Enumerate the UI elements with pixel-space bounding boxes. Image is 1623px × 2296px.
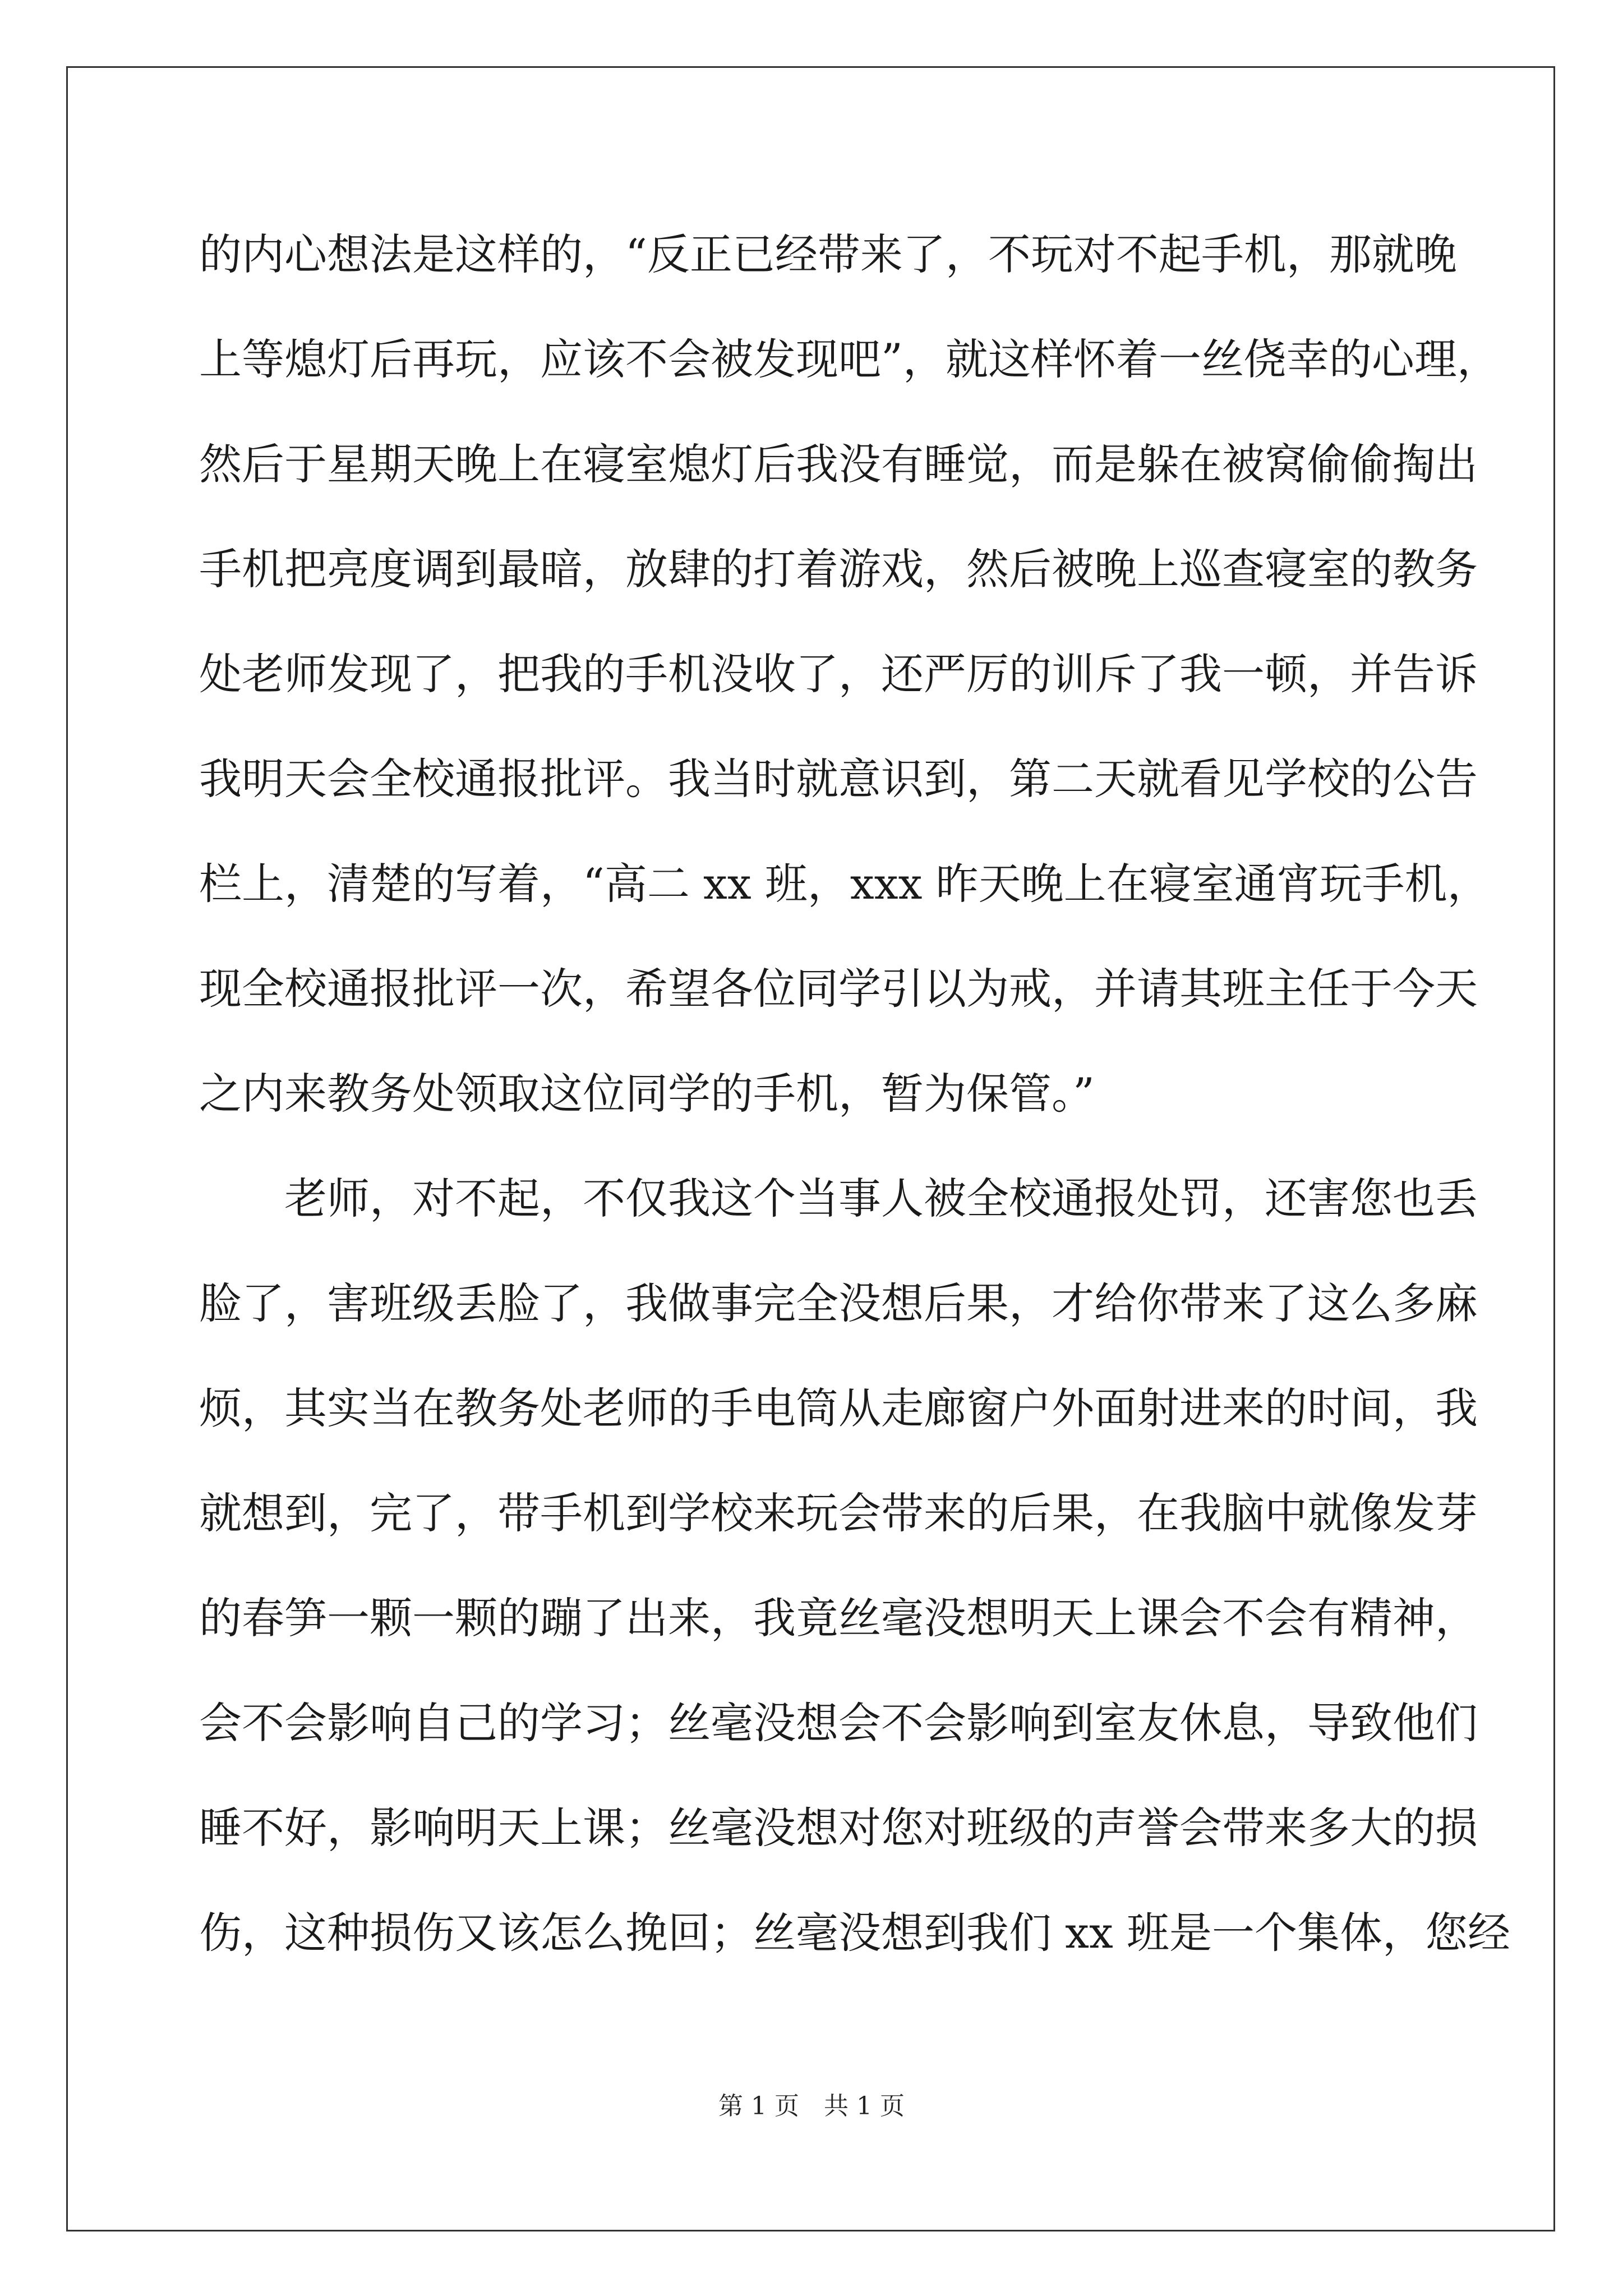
page-footer: [0, 2090, 1623, 2123]
text-line: 的内心想法是这样的，“反正已经带来了，不玩对不起手机，那就晚: [199, 229, 1457, 279]
text-line: 栏上，清楚的写着，“高二 xx 班，xxx 昨天晚上在寝室通宵玩手机，: [199, 859, 1490, 909]
text-line: 之内来教务处领取这位同学的手机，暂为保管。”: [199, 1069, 1095, 1119]
text-line: 我明天会全校通报批评。我当时就意识到，第二天就看见学校的公告: [199, 754, 1478, 804]
text-line: 手机把亮度调到最暗，放肆的打着游戏，然后被晚上巡查寝室的教务: [199, 544, 1478, 594]
text-line: 伤，这种损伤又该怎么挽回；丝毫没想到我们 xx 班是一个集体，您经: [199, 1908, 1511, 1958]
paragraph-start-line: 老师，对不起，不仅我这个当事人被全校通报处罚，还害您也丢: [284, 1174, 1478, 1223]
text-line: 脸了，害班级丢脸了，我做事完全没想后果，才给你带来了这么多麻: [199, 1278, 1478, 1328]
text-line: 烦，其实当在教务处老师的手电筒从走廊窗户外面射进来的时间，我: [199, 1383, 1478, 1433]
text-line: 然后于星期天晚上在寝室熄灯后我没有睡觉，而是躲在被窝偷偷掏出: [199, 439, 1478, 489]
document-body: [199, 202, 1511, 1985]
text-line: 就想到，完了，带手机到学校来玩会带来的后果，在我脑中就像发芽: [199, 1488, 1478, 1538]
page-number-total: 共 1 页: [824, 2092, 905, 2120]
page-number-current: 第 1 页: [718, 2092, 799, 2120]
text-line: 睡不好，影响明天上课；丝毫没想对您对班级的声誉会带来多大的损: [199, 1803, 1478, 1853]
text-line: 会不会影响自己的学习；丝毫没想会不会影响到室友休息，导致他们: [199, 1698, 1478, 1748]
text-line: 处老师发现了，把我的手机没收了，还严厉的训斥了我一顿，并告诉: [199, 649, 1478, 699]
text-line: 的春笋一颗一颗的蹦了出来，我竟丝毫没想明天上课会不会有精神，: [199, 1593, 1478, 1643]
text-line: 上等熄灯后再玩，应该不会被发现吧”，就这样怀着一丝侥幸的心理，: [199, 334, 1500, 384]
text-line: 现全校通报批评一次，希望各位同学引以为戒，并请其班主任于今天: [199, 964, 1478, 1014]
